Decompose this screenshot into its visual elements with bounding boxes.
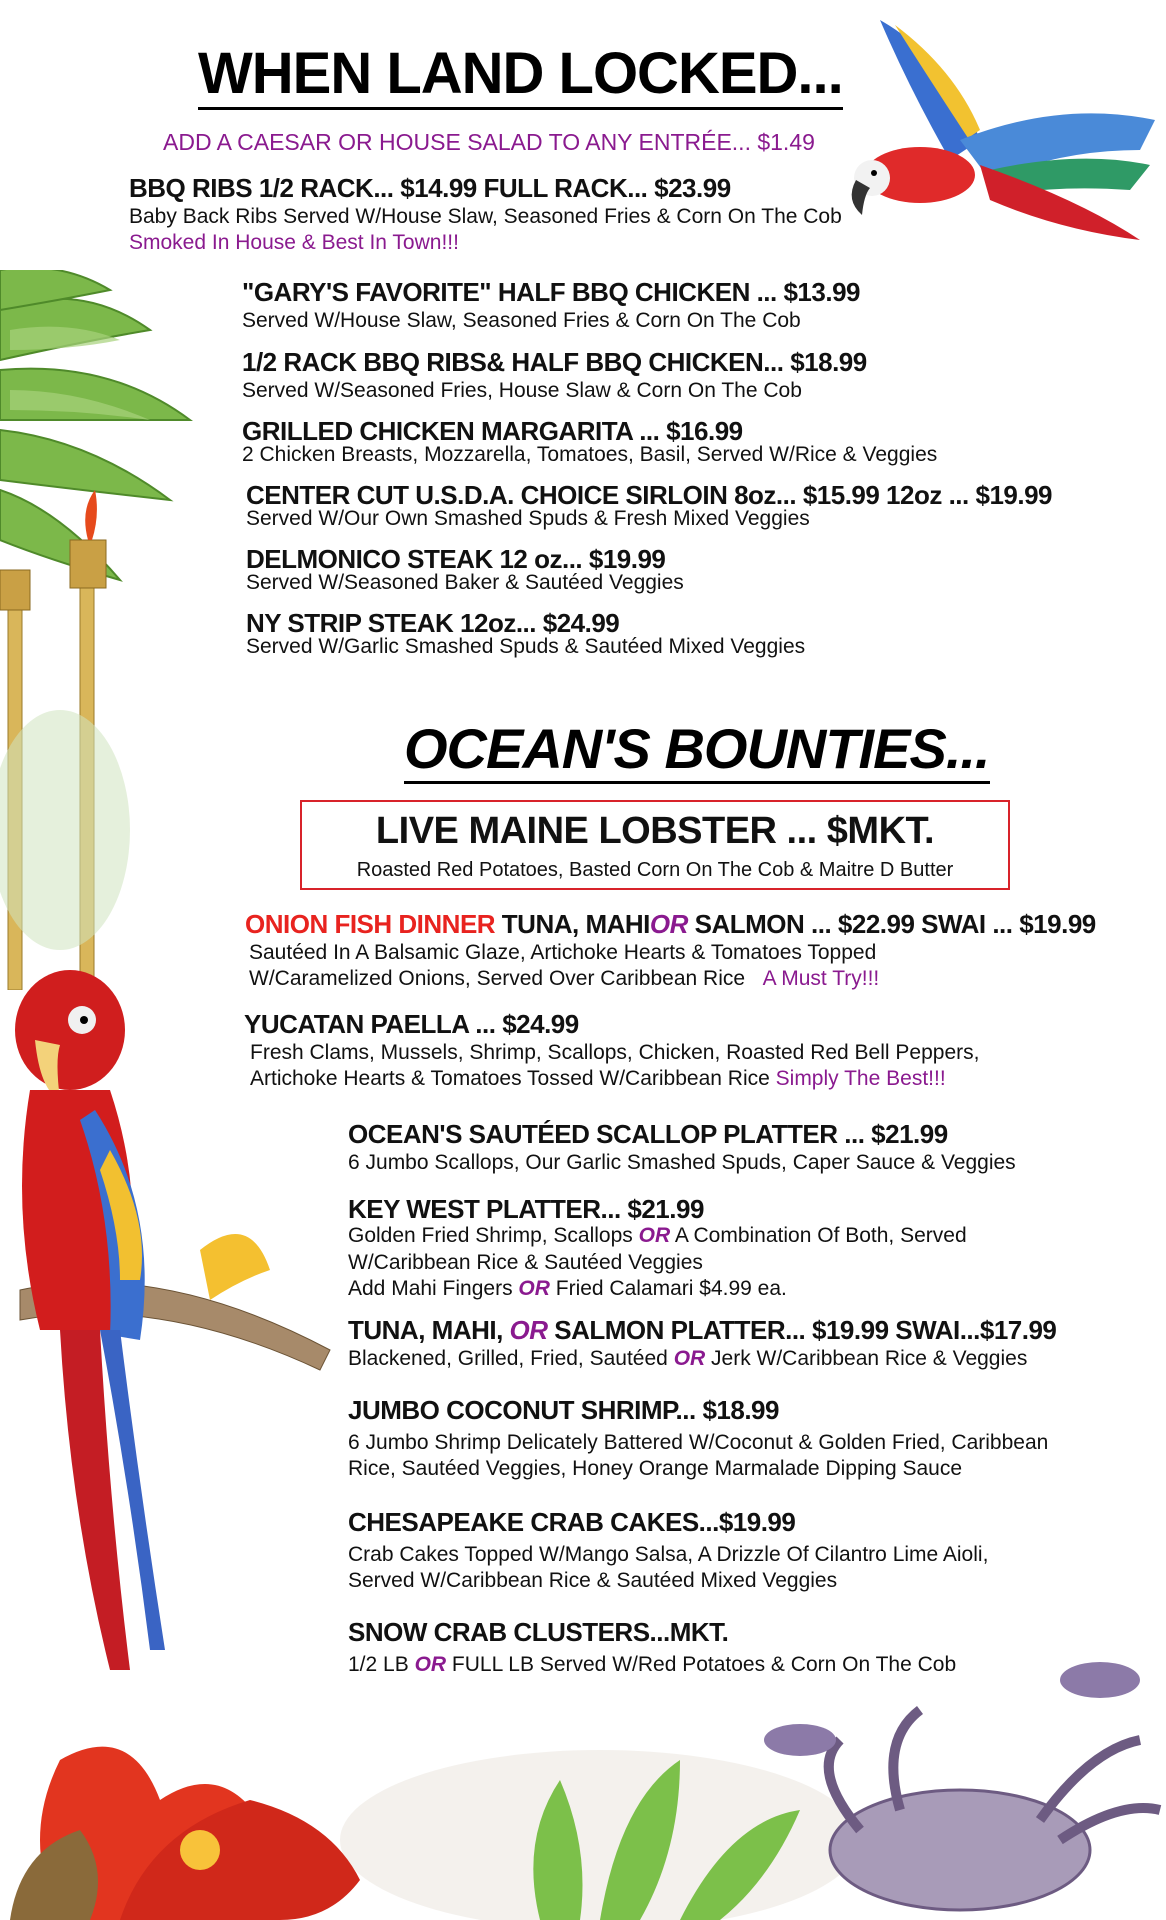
menu-item-scallop-platter	[348, 1120, 1016, 1176]
item-description: Blackened, Grilled, Fried, Sautéed	[348, 1346, 674, 1370]
item-description: Served W/Garlic Smashed Spuds & Sautéed Mixed Veggies	[246, 635, 806, 658]
item-name: SNOW CRAB CLUSTERS...MKT.	[348, 1617, 729, 1647]
salad-add-on-note: ADD A CAESAR OR HOUSE SALAD TO ANY ENTRÉE... $1.49	[163, 129, 815, 155]
item-name: KEY WEST PLATTER... $21.99	[348, 1194, 704, 1224]
or-separator: OR	[638, 1224, 671, 1248]
menu-item-chicken-margarita	[242, 418, 937, 466]
item-name: TUNA, MAHI,	[348, 1315, 510, 1345]
item-add-on: Add Mahi Fingers	[348, 1276, 519, 1300]
item-note: Simply The Best!!!	[775, 1067, 946, 1091]
item-name: CENTER CUT U.S.D.A. CHOICE SIRLOIN 8oz... $15.99 12oz ... $19.99	[246, 480, 1053, 510]
item-description: Crab Cakes Topped W/Mango Salsa, A Drizzle Of Cilantro Lime Aioli,	[348, 1542, 989, 1566]
item-name-cont: SALMON ... $22.99 SWAI ... $19.99	[687, 909, 1096, 939]
land-section-title: WHEN LAND LOCKED...	[198, 44, 843, 110]
item-name: TUNA, MAHI	[495, 909, 650, 939]
item-description: Served W/House Slaw, Seasoned Fries & Corn On The Cob	[242, 308, 801, 332]
item-add-on-cont: Fried Calamari $4.99 ea.	[549, 1276, 787, 1300]
item-description: Served W/Seasoned Fries, House Slaw & Corn On The Cob	[242, 378, 802, 402]
ocean-section-title: OCEAN'S BOUNTIES...	[404, 720, 990, 784]
flying-macaw-illustration	[840, 0, 1160, 250]
item-highlight-label: ONION FISH DINNER	[245, 909, 496, 939]
item-description: 1/2 LB	[348, 1652, 415, 1676]
item-description-line2: W/Caribbean Rice & Sautéed Veggies	[348, 1250, 703, 1274]
menu-item-onion-fish-dinner	[245, 910, 1096, 992]
or-separator: OR	[673, 1346, 706, 1370]
item-description: Baby Back Ribs Served W/House Slaw, Seasoned Fries & Corn On The Cob	[129, 204, 842, 228]
menu-item-sirloin	[246, 482, 1052, 530]
menu-item-yucatan-paella	[244, 1010, 979, 1092]
item-name: NY STRIP STEAK 12oz... $24.99	[246, 608, 620, 638]
menu-item-crab-cakes	[348, 1508, 988, 1594]
item-name: DELMONICO STEAK 12 oz... $19.99	[246, 544, 666, 574]
menu-item-coconut-shrimp	[348, 1396, 1048, 1482]
item-name-cont: SALMON PLATTER... $19.99 SWAI...$17.99	[547, 1315, 1057, 1345]
item-name: BBQ RIBS 1/2 RACK... $14.99 FULL RACK... $23.99	[129, 173, 731, 203]
item-name: YUCATAN PAELLA ... $24.99	[244, 1009, 579, 1039]
item-name: "GARY'S FAVORITE" HALF BBQ CHICKEN ... $13.99	[242, 277, 860, 307]
item-note: A Must Try!!!	[762, 967, 880, 991]
item-description: Golden Fried Shrimp, Scallops	[348, 1224, 639, 1248]
or-separator: OR	[414, 1652, 447, 1676]
lobster-description: Roasted Red Potatoes, Basted Corn On The Cob & Maitre D Butter	[356, 859, 954, 881]
item-name: JUMBO COCONUT SHRIMP... $18.99	[348, 1395, 779, 1425]
menu-item-ny-strip-steak	[246, 610, 805, 658]
item-description-cont: A Combination Of Both, Served	[670, 1224, 967, 1248]
menu-item-tuna-mahi-salmon-platter	[348, 1316, 1056, 1372]
item-description-cont: FULL LB Served W/Red Potatoes & Corn On The Cob	[446, 1652, 957, 1676]
item-description: 6 Jumbo Shrimp Delicately Battered W/Coconut & Golden Fried, Caribbean	[348, 1430, 1049, 1454]
menu-item-key-west-platter	[348, 1196, 967, 1302]
item-name: GRILLED CHICKEN MARGARITA ... $16.99	[242, 416, 743, 446]
item-description: 2 Chicken Breasts, Mozzarella, Tomatoes, Basil, Served W/Rice & Veggies	[242, 443, 938, 466]
item-description: 6 Jumbo Scallops, Our Garlic Smashed Spuds, Caper Sauce & Veggies	[348, 1150, 1016, 1174]
menu-item-ribs-and-chicken	[242, 348, 867, 404]
item-description-cont: Jerk W/Caribbean Rice & Veggies	[705, 1346, 1028, 1370]
or-separator: OR	[518, 1276, 550, 1300]
menu-item-bbq-ribs	[129, 174, 842, 256]
or-separator: OR	[509, 1315, 548, 1345]
item-note: Smoked In House & Best In Town!!!	[129, 231, 459, 255]
item-name: 1/2 RACK BBQ RIBS& HALF BBQ CHICKEN... $18.99	[242, 347, 867, 377]
lobster-feature-box	[300, 800, 1010, 890]
item-description-line2: Rice, Sautéed Veggies, Honey Orange Marmalade Dipping Sauce	[348, 1457, 963, 1481]
item-description: Fresh Clams, Mussels, Shrimp, Scallops, Chicken, Roasted Red Bell Peppers,	[250, 1040, 980, 1064]
item-description: Sautéed In A Balsamic Glaze, Artichoke Hearts & Tomatoes Topped	[249, 940, 877, 964]
or-separator: OR	[649, 909, 688, 939]
lobster-title: LIVE MAINE LOBSTER ... $MKT.	[375, 810, 935, 852]
palm-leaves-illustration	[0, 270, 240, 990]
item-description-cont: Artichoke Hearts & Tomatoes Tossed W/Caribbean Rice	[250, 1067, 770, 1091]
menu-item-delmonico-steak	[246, 546, 684, 594]
item-description: Served W/Our Own Smashed Spuds & Fresh Mixed Veggies	[246, 507, 810, 530]
menu-item-snow-crab-clusters	[348, 1618, 956, 1678]
item-name: CHESAPEAKE CRAB CAKES...$19.99	[348, 1507, 796, 1537]
item-description: Served W/Seasoned Baker & Sautéed Veggies	[246, 571, 684, 594]
item-description-cont: W/Caramelized Onions, Served Over Caribbean Rice	[249, 967, 746, 991]
menu-item-garys-favorite	[242, 278, 860, 334]
item-description-line2: Served W/Caribbean Rice & Sautéed Mixed Veggies	[348, 1569, 838, 1593]
item-name: OCEAN'S SAUTÉED SCALLOP PLATTER ... $21.99	[348, 1119, 948, 1149]
